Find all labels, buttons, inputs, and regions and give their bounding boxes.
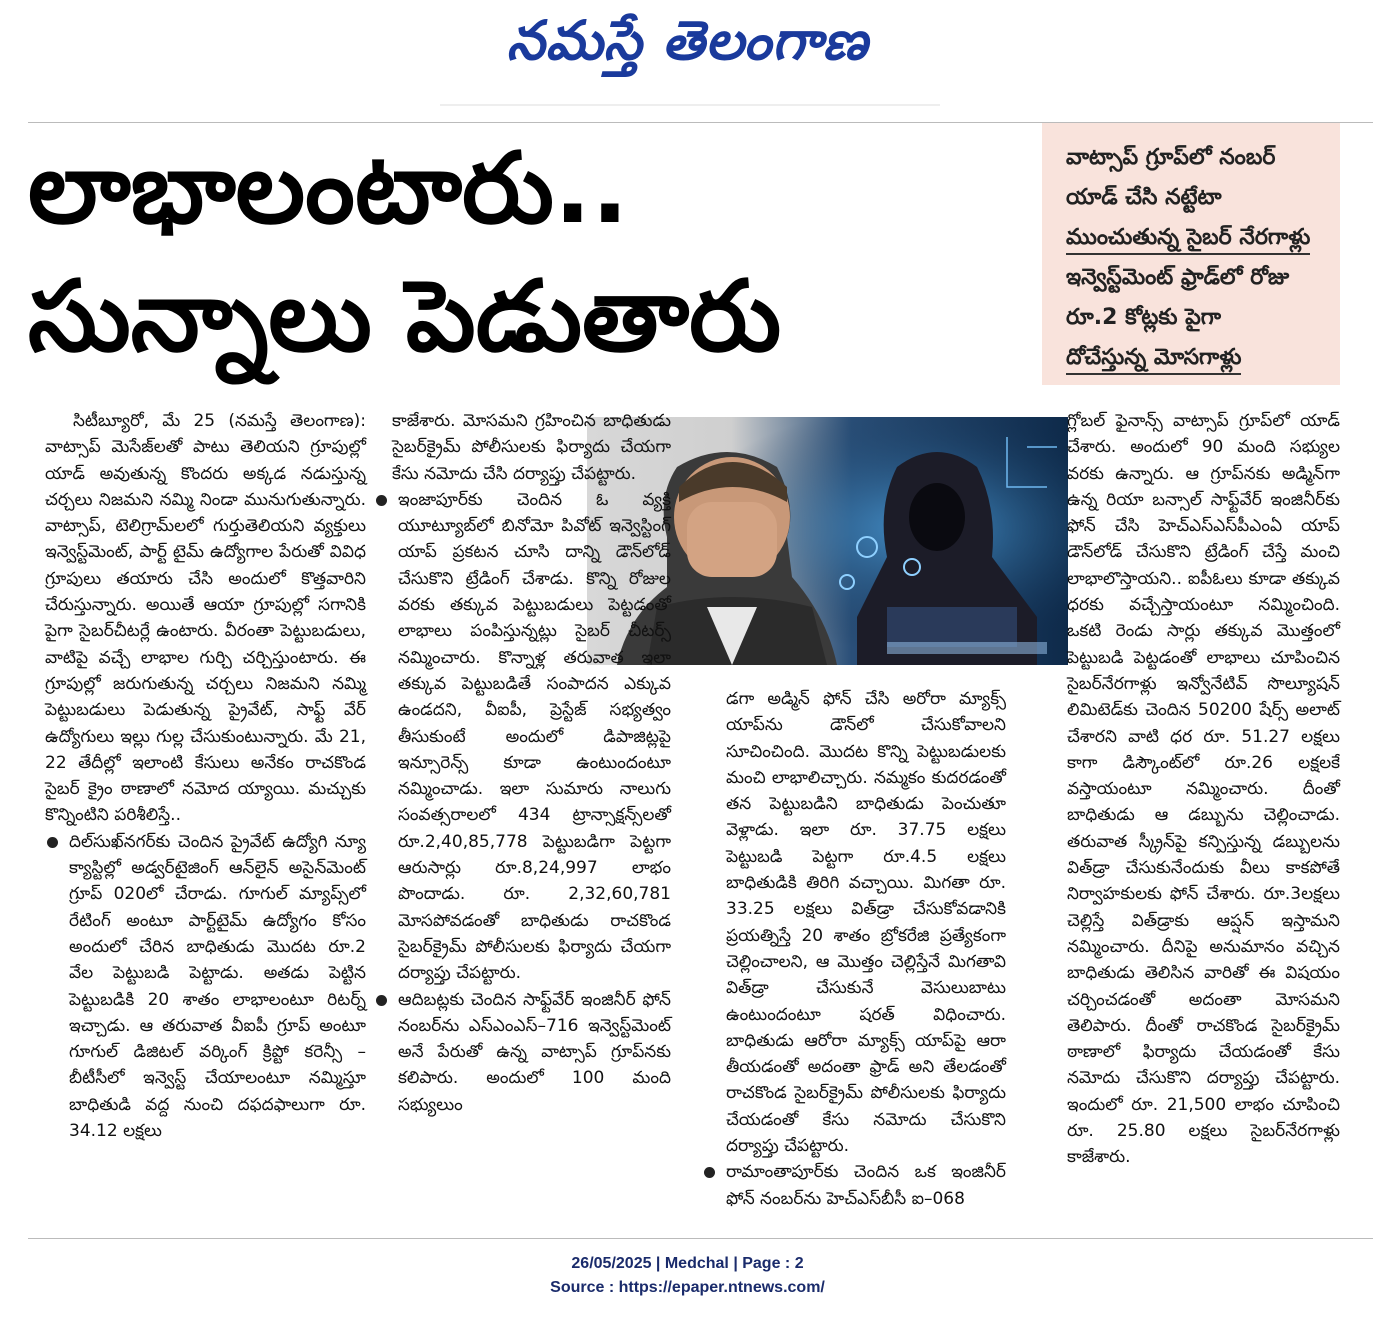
deck-line: రూ.2 కోట్లకు పైగా: [1066, 305, 1222, 330]
article-bullet-paragraph: రామాంతాపూర్‌కు చెందిన ఒక ఇంజినీర్ ఫోన్ నంబర్‌ను హెచ్ఎస్‌బీసీ ఐ–068: [702, 1159, 1006, 1212]
footer-source: Source : https://epaper.ntnews.com/: [550, 1279, 825, 1296]
deck-line: దోచేస్తున్న మోసగాళ్లు: [1066, 347, 1241, 375]
article-bullet-paragraph: ఆదిబట్లకు చెందిన సాఫ్ట్‌వేర్ ఇంజినీర్ ఫోన్ నంబర్‌ను ఎస్ఎంఎస్–716 ఇన్వెస్ట్‌మెంట్ అనే పేరుతో ఉన్న వాట్సాప్ గ్రూప్‌నకు కలిపారు. అందులో 100 మంది సభ్యులుం: [374, 987, 671, 1118]
deck-line: వాట్సాప్ గ్రూప్‌లో నంబర్: [1066, 145, 1276, 170]
article-paragraph: డగా అడ్మిన్ ఫోన్ చేసి అరోరా మ్యాక్స్ యాప్‌ను డౌన్‌లో చేసుకోవాలని సూచించింది. మొదట కొన్ని పెట్టుబడులకు మంచి లాభాలిచ్చారు. నమ్మకం కుదరడంతో తన పెట్టుబడిని బాధితుడు పెంచుతూ వెళ్లాడు. ఇలా రూ. 37.75 లక్షలు పెట్టుబడి పెట్టగా రూ.4.5 లక్షలు బాధితుడికి తిరిగి వచ్చాయి. మిగతా రూ. 33.25 లక్షలు విత్‌డ్రా చేసుకోవడానికి ప్రయత్నిస్తే 20 శాతం బ్రోకరేజి ప్రత్యేకంగా చెల్లించాలని, ఆ మొత్తం చెల్లిస్తేనే మిగతావి విత్‌డ్రా చేసుకునే వెసులుబాటు ఉంటుందంటూ షరత్ విధించారు. బాధితుడు ఆరోరా మ్యాక్స్ యాప్‌పై ఆరా తీయడంతో అదంతా ఫ్రాడ్ అని తేలడంతో రాచకొండ సైబర్‌క్రైమ్ పోలీసులకు ఫిర్యాదు చేయడంతో కేసు నమోదు చేసుకొని దర్యాప్తు చేపట్టారు.: [726, 689, 1006, 1157]
article-bullet-paragraph: ఇంజాపూర్‌కు చెందిన ఓ వ్యక్తి యూట్యూబ్‌లో బినోమో పివోట్ ఇన్వెస్టింగ్ యాప్ ప్రకటన చూసి దాన్ని డౌన్‌లోడ్ చేసుకొని ట్రేడింగ్ చేశాడు. కొన్ని రోజుల వరకు తక్కువ పెట్టుబడులు పెట్టడంతో లాభాలు పంపిస్తున్నట్లు సైబర్ చీటర్స్ నమ్మించారు. కొన్నాళ్ల తరువాత ఇలా తక్కువ పెట్టుబడితే సంపాదన ఎక్కువ ఉండదని, వీఐపీ, ప్రెస్టేజ్ సభ్యత్వం తీసుకుంటే అందులో డిపాజిట్లపై ఇన్సూరెన్స్ కూడా ఉంటుందంటూ నమ్మించాడు. ఇలా సుమారు నాలుగు సంవత్సరాలలో 434 ట్రాన్సాక్షన్స్‌లతో రూ.2,40,85,778 పెట్టుబడిగా పెట్టగా ఆరుసార్లు రూ.8,24,997 లాభం పొందాడు. రూ. 2,32,60,781 మోసపోవడంతో బాధితుడు రాచకొండ సైబర్‌క్రైమ్ పోలీసులకు ఫిర్యాదు చేయగా దర్యాప్తు చేపట్టారు.: [374, 487, 671, 987]
article-paragraph: కాజేశారు. మోసమని గ్రహించిన బాధితుడు సైబర్‌క్రైమ్ పోలీసులకు ఫిర్యాదు చేయగా కేసు నమోదు చేసి దర్యాప్తు చేపట్టారు.: [392, 411, 671, 484]
headline-line-2: సున్నాలు పెడుతారు: [28, 260, 782, 374]
deck-line: యాడ్ చేసి నట్టేటా: [1066, 185, 1222, 210]
deck-line: ఇన్వెస్ట్‌మెంట్ ఫ్రాడ్‌లో రోజు: [1066, 265, 1290, 290]
article-column-1: [45, 408, 366, 1144]
deck-box: [1042, 123, 1340, 385]
headline-line-1: లాభాలంటారు..: [28, 132, 629, 246]
footer-dateline: 26/05/2025 | Medchal | Page : 2: [571, 1255, 804, 1272]
article-paragraph: సిటీబ్యూరో, మే 25 (నమస్తే తెలంగాణ): వాట్సాప్ మెసేజ్‌లతో పాటు తెలియని గ్రూపుల్లో యాడ్ అవుతున్న కొందరు అక్కడ నడుస్తున్న చర్చలు నిజమని నమ్మి నిండా మునుగుతున్నారు. వాట్సాప్, టెలిగ్రామ్‌లలో గుర్తుతెలియని వ్యక్తులు ఇన్వెస్ట్‌మెంట్, పార్ట్ టైమ్ ఉద్యోగాల పేరుతో వివిధ గ్రూపులు తయారు చేసి అందులో కొత్తవారిని చేరుస్తున్నారు. అయితే ఆయా గ్రూపుల్లో సగానికి పైగా సైబర్‌చీటర్లే ఉంటారు. వీరంతా పెట్టుబడులు, వాటిపై వచ్చే లాభాల గుర్చి చర్చిస్తుంటారు. ఈ గ్రూపుల్లో జరుగుతున్న చర్చలు నిజమని నమ్మి పెట్టుబడులు పెడుతున్న ప్రైవేట్, సాఫ్ట్ వేర్ ఉద్యోగులు ఇల్లు గుల్ల చేసుకుంటున్నారు. మే 21, 22 తేదీల్లో ఇలాంటి కేసులు అనేకం రాచకొండ సైబర్ క్రైం ఠాణాలో నమోద య్యాయి. మచ్చుకు కొన్నింటిని పరిశీలిస్తే..: [45, 411, 366, 826]
deck-line: ముంచుతున్న సైబర్ నేరగాళ్లు: [1066, 227, 1310, 255]
article-column-2: [374, 408, 671, 1118]
article-paragraph: గ్లోబల్ ఫైనాన్స్ వాట్సాప్ గ్రూప్‌లో యాడ్ చేశారు. అందులో 90 మంది సభ్యుల వరకు ఉన్నారు. ఆ గ్రూప్‌నకు అడ్మిన్‌గా ఉన్న రియా బన్సాల్ సాఫ్ట్‌వేర్ ఇంజినీర్‌కు ఫోన్ చేసి హెచ్ఎస్ఎస్‌పీఎంఏ యాప్ డౌన్‌లోడ్ చేసుకొని ట్రేడింగ్ చేస్తే మంచి లాభాలొస్తాయని.. ఐపీఓలు కూడా తక్కువ ధరకు వచ్చేస్తాయంటూ నమ్మించింది. ఒకటి రెండు సార్లు తక్కువ మొత్తంలో పెట్టుబడి పెట్టడంతో లాభాలు చూపించిన సైబర్‌నేరగాళ్లు ఇన్వోనేటివ్ సొల్యూషన్ లిమిటెడ్‌కు చెందిన 50200 షేర్స్ అలాట్ చేశారని వాటి ధర రూ. 51.27 లక్షలు కాగా డిస్కౌంట్‌లో రూ.26 లక్షలకే వస్తాయంటూ నమ్మించారు. దీంతో బాధితుడు ఆ డబ్బును చెల్లించాడు. తరువాత స్క్రీన్‌పై కన్పిస్తున్న డబ్బులను విత్‌డ్రా చేసుకునేందుకు వీలు కాకపోతే నిర్వాహకులకు ఫోన్ చేశారు. రూ.3లక్షలు చెల్లిస్తే విత్‌డ్రాకు ఆప్షన్ ఇస్తామని నమ్మించారు. దీనిపై అనుమానం వచ్చిన బాధితుడు తెలిసిన వారితో ఈ విషయం చర్చించడంతో అదంతా మోసమని తెలిపారు. దీంతో రాచకొండ సైబర్‌క్రైమ్ ఠాణాలో ఫిర్యాదు చేయడంతో కేసు నమోదు చేసుకొని దర్యాప్తు చేపట్టారు. ఇందులో రూ. 21,500 లాభం చూపించి రూ. 25.80 లక్షలు సైబర్‌నేరగాళ్లు కాజేశారు.: [1067, 411, 1340, 1168]
article-bullet-paragraph: దిల్‌సుఖ్‌నగర్‌కు చెందిన ప్రైవేట్ ఉద్యోగి న్యూ క్యాస్టిల్లో అడ్వర్‌టైజింగ్ ఆన్‌లైన్ అసైన్‌మెంట్ గ్రూప్ 020లో చేరాడు. గూగుల్ మ్యాప్స్‌లో రేటింగ్ అంటూ పార్ట్‌టైమ్ ఉద్యోగం కోసం అందులో చేరిన బాధితుడు మొదట రూ.2 వేల పెట్టుబడి పెట్టాడు. అతడు పెట్టిన పెట్టుబడికి 20 శాతం లాభాలంటూ రిటర్న్ ఇచ్చాడు. ఆ తరువాత వీఐపీ గ్రూప్ అంటూ గూగుల్ డిజిటల్ వర్కింగ్ క్రిప్టో కరెన్సీ – బీటీసీలో ఇన్వెస్ట్ చేయాలంటూ నమ్మిస్తూ బాధితుడి వద్ద నుంచి దఫదఫాలుగా రూ. 34.12 లక్షలు: [45, 829, 366, 1145]
masthead-divider: [440, 104, 940, 106]
article-column-3: [702, 686, 1006, 1212]
masthead: నమస్తే తెలంగాణ: [506, 8, 869, 72]
article-column-4: [1057, 408, 1340, 1171]
